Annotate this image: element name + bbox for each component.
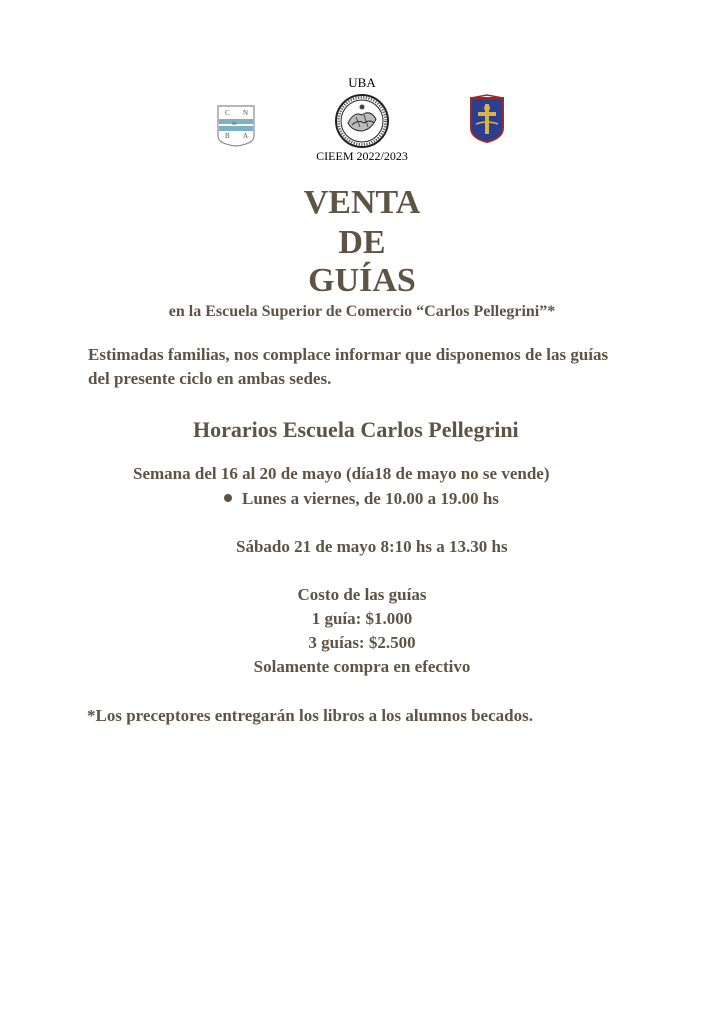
title-line-de: DE	[338, 224, 386, 261]
cost-one-guide: 1 guía: $1.000	[311, 609, 413, 628]
schedule-week: Semana del 16 al 20 de mayo (día18 de mayo no se vende)	[133, 464, 550, 483]
shield-letter-de: de	[232, 122, 237, 127]
shield-letter-c: C	[225, 109, 230, 117]
shield-letter-a: A	[243, 132, 249, 140]
title-line-venta: VENTA	[303, 184, 421, 221]
footnote: *Los preceptores entregarán los libros a los alumnos becados.	[87, 706, 533, 725]
shield-letter-b: B	[225, 132, 230, 140]
schedule-bullet-text: Lunes a viernes, de 10.00 a 19.00 hs	[242, 489, 499, 508]
schedule-heading: Horarios Escuela Carlos Pellegrini	[193, 417, 519, 442]
intro-paragraph: Estimadas familias, nos complace informar que disponemos de las guías del presente ciclo en ambas sedes.	[88, 345, 609, 388]
uba-label: UBA	[348, 75, 376, 90]
bullet-icon	[224, 494, 232, 502]
cieem-label: CIEEM 2022/2023	[316, 149, 408, 163]
cost-three-guides: 3 guías: $2.500	[308, 633, 416, 652]
shield-letter-n: N	[243, 109, 249, 117]
schedule-bullet-item	[224, 489, 499, 509]
pellegrini-shield-icon	[468, 94, 506, 144]
schedule-saturday: Sábado 21 de mayo 8:10 hs a 13.30 hs	[236, 537, 508, 556]
cash-only-note: Solamente compra en efectivo	[253, 657, 471, 676]
cnba-shield-icon	[216, 104, 256, 148]
uba-seal-icon	[334, 93, 390, 149]
title-line-guias: GUÍAS	[308, 262, 416, 299]
subtitle: en la Escuela Superior de Comercio “Carlos Pellegrini”*	[168, 303, 556, 320]
costs-heading: Costo de las guías	[297, 585, 427, 604]
